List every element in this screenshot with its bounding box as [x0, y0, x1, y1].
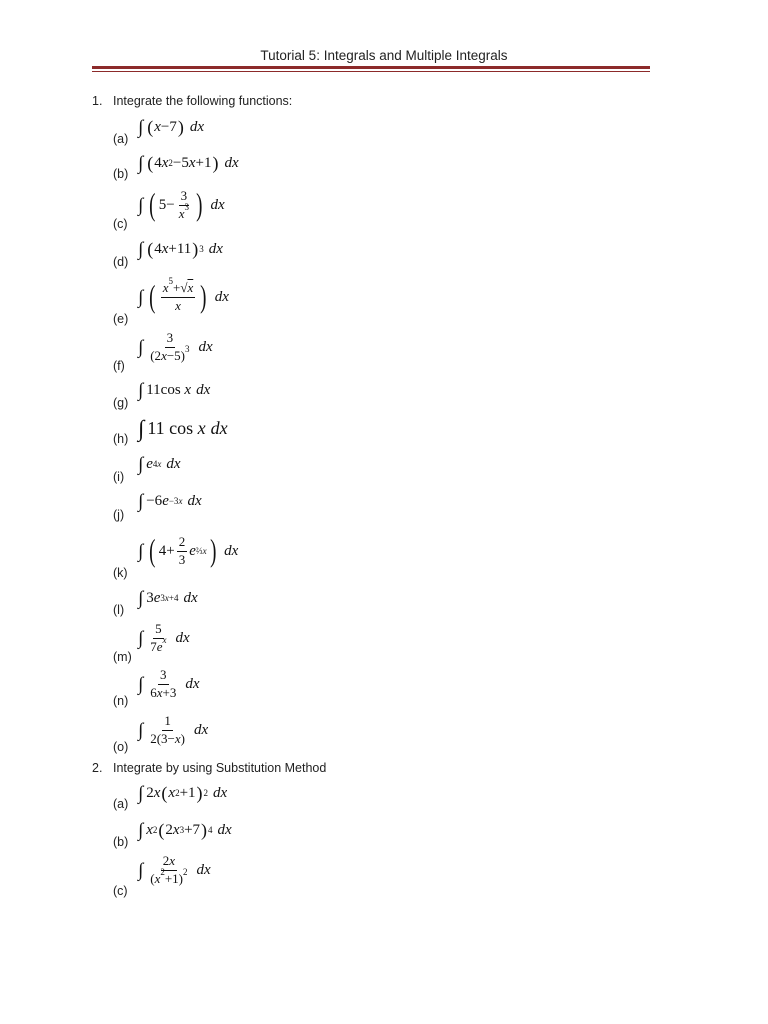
section-1-heading — [92, 94, 292, 108]
page-title: Tutorial 5: Integrals and Multiple Integrals — [260, 48, 508, 63]
problem-label: (n) — [113, 694, 129, 708]
problem-label: (a) — [113, 132, 129, 146]
problem-label: (d) — [113, 255, 129, 269]
problem-label: (l) — [113, 603, 125, 617]
problem-label: (c) — [113, 884, 128, 898]
problem-label: (h) — [113, 432, 129, 446]
problem-label: (b) — [113, 167, 129, 181]
problem-label: (i) — [113, 470, 125, 484]
section-heading-text: Integrate the following functions: — [113, 94, 293, 108]
problem-label: (a) — [113, 797, 129, 811]
header-rule-thin — [92, 71, 650, 72]
section-heading-text: Integrate by using Substitution Method — [113, 761, 327, 775]
problem-label: (k) — [113, 566, 128, 580]
section-number: 1. — [92, 94, 103, 108]
problem-label: (m) — [113, 650, 132, 664]
problem-label: (j) — [113, 508, 125, 522]
problem-label: (b) — [113, 835, 129, 849]
problem-label: (o) — [113, 740, 129, 754]
problem-label: (c) — [113, 217, 128, 231]
section-number: 2. — [92, 761, 103, 775]
problem-label: (e) — [113, 312, 129, 326]
header-rule-thick — [92, 66, 650, 69]
problem-label: (f) — [113, 359, 125, 373]
problem-label: (g) — [113, 396, 129, 410]
section-2-heading — [92, 761, 326, 775]
